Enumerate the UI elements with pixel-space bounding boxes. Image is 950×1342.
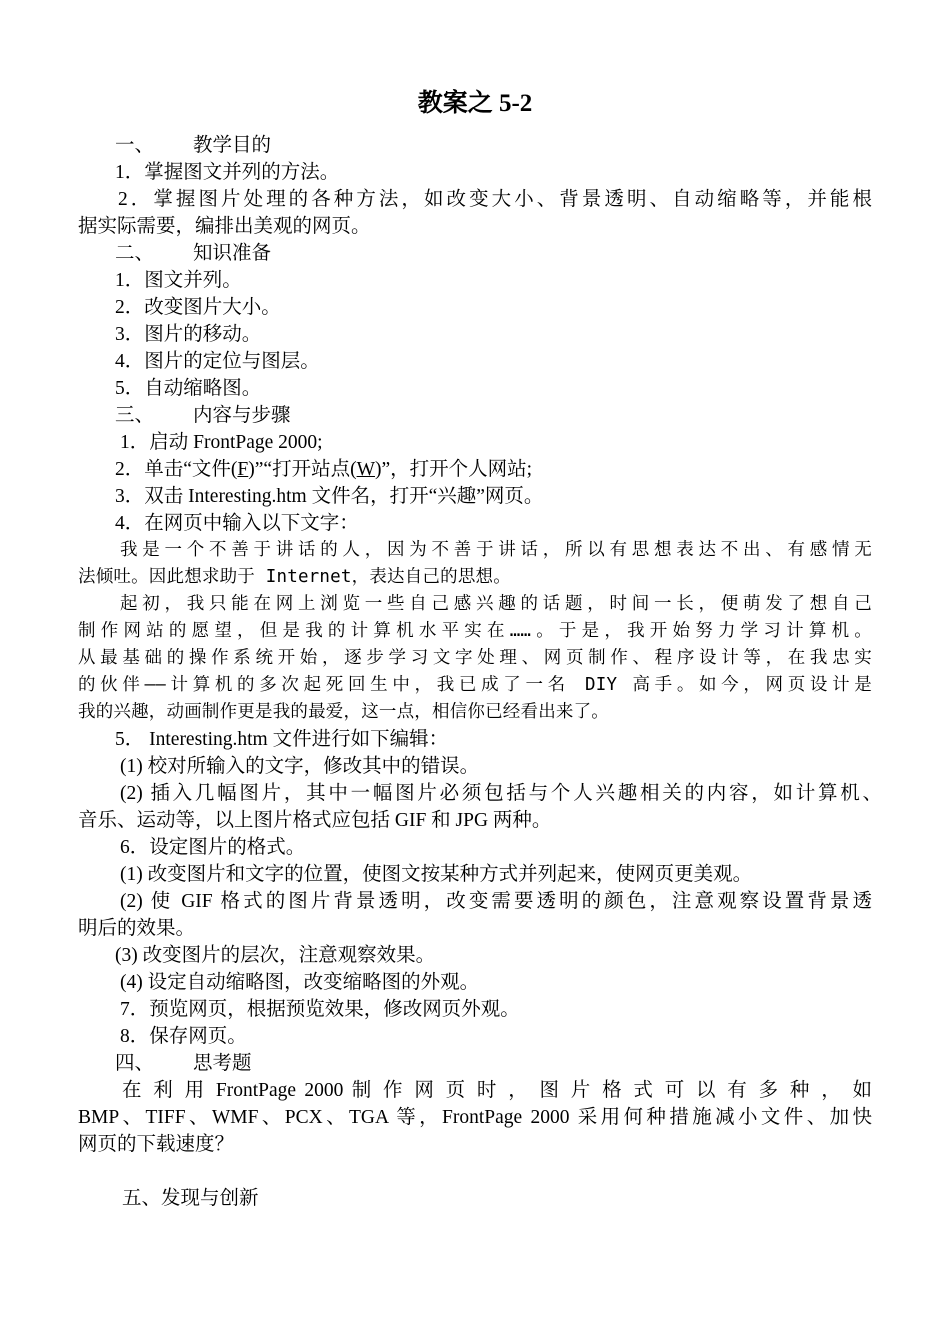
sample-text-line: 我的兴趣，动画制作更是我的最爱，这一点，相信你已经看出来了。	[78, 702, 609, 722]
sample-text-line: 法倾吐。因此想求助于 Internet，表达自己的思想。	[78, 567, 511, 587]
menu-shortcut-key: W	[356, 459, 375, 480]
step-text: )”“打开站点(	[248, 459, 357, 480]
section-number: 四、	[115, 1053, 155, 1074]
sub-step-item-continued: 明后的效果。	[78, 918, 196, 939]
section-label: 教学目的	[193, 135, 272, 156]
sub-step-item: (3) 改变图片的层次，注意观察效果。	[115, 945, 436, 966]
goal-item: 2．掌握图片处理的各种方法，如改变大小、背景透明、自动缩略等，并能根	[118, 189, 872, 210]
sub-step-item: (4) 设定自动缩略图，改变缩略图的外观。	[120, 972, 480, 993]
menu-shortcut-key: F	[237, 459, 249, 480]
sub-step-item: (2) 插入几幅图片，其中一幅图片必须包括与个人兴趣相关的内容，如计算机、	[120, 783, 882, 804]
prep-item: 4．图片的定位与图层。	[115, 351, 320, 372]
step-item: 4．在网页中输入以下文字：	[115, 513, 359, 534]
page-title: 教案之 5-2	[417, 90, 533, 117]
sample-text-line: 制作网站的愿望，但是我的计算机水平实在……。于是，我开始努力学习计算机。	[78, 621, 872, 641]
prep-item: 3．图片的移动。	[115, 324, 262, 345]
section-label: 思考题	[193, 1053, 252, 1074]
goal-item: 1．掌握图文并列的方法。	[115, 162, 340, 183]
sample-text-line: 起初，我只能在网上浏览一些自己感兴趣的话题，时间一长，便萌发了想自己	[120, 594, 872, 614]
step-item: 1．启动 FrontPage 2000;	[120, 432, 323, 453]
goal-item-continued: 据实际需要，编排出美观的网页。	[78, 216, 371, 237]
prep-item: 2．改变图片大小。	[115, 297, 281, 318]
prep-item: 5．自动缩略图。	[115, 378, 262, 399]
section-number: 二、	[115, 243, 155, 264]
section-heading-2	[115, 240, 271, 267]
sample-text-line: 的伙伴——计算机的多次起死回生中，我已成了一名 DIY 高手。如今，网页设计是	[78, 675, 872, 695]
step-item: 3．双击 Interesting.htm 文件名，打开“兴趣”网页。	[115, 486, 544, 507]
section-number: 一、	[115, 135, 155, 156]
prep-item: 1．图文并列。	[115, 270, 242, 291]
sub-step-item: (2) 使 GIF 格式的图片背景透明，改变需要透明的颜色，注意观察设置背景透	[120, 891, 872, 912]
section-heading-1	[115, 132, 271, 159]
question-text: 在 利 用 FrontPage 2000 制 作 网 页 时 ， 图 片 格 式 可 以 有 多 种 ， 如	[122, 1080, 872, 1101]
step-item: 5． Interesting.htm 文件进行如下编辑：	[115, 729, 449, 750]
question-text: 网页的下载速度？	[78, 1134, 235, 1155]
step-item	[115, 456, 532, 483]
section-heading-3	[115, 402, 291, 429]
sub-step-item-continued: 音乐、运动等，以上图片格式应包括 GIF 和 JPG 两种。	[78, 810, 552, 831]
question-text: BMP、TIFF、WMF、PCX、TGA 等，FrontPage 2000 采用何种措施减小文件、加快	[78, 1107, 872, 1128]
sample-text-line: 从最基础的操作系统开始，逐步学习文字处理、网页制作、程序设计等，在我忠实	[78, 648, 872, 668]
section-number: 三、	[115, 405, 155, 426]
step-text: )”，打开个人网站;	[374, 459, 533, 480]
sub-step-item: (1) 校对所输入的文字，修改其中的错误。	[120, 756, 480, 777]
sub-step-item: (1) 改变图片和文字的位置，使图文按某种方式并列起来，使网页更美观。	[120, 864, 753, 885]
section-label: 知识准备	[193, 243, 272, 264]
step-item: 6．设定图片的格式。	[120, 837, 306, 858]
section-label: 内容与步骤	[193, 405, 291, 426]
section-heading-5: 五、发现与创新	[122, 1188, 259, 1209]
step-item: 8．保存网页。	[120, 1026, 247, 1047]
sample-text-line: 我是一个不善于讲话的人，因为不善于讲话，所以有思想表达不出、有感情无	[120, 540, 872, 560]
step-text: 2．单击“文件(	[115, 459, 238, 480]
section-heading-4	[115, 1050, 252, 1077]
step-item: 7．预览网页，根据预览效果，修改网页外观。	[120, 999, 520, 1020]
